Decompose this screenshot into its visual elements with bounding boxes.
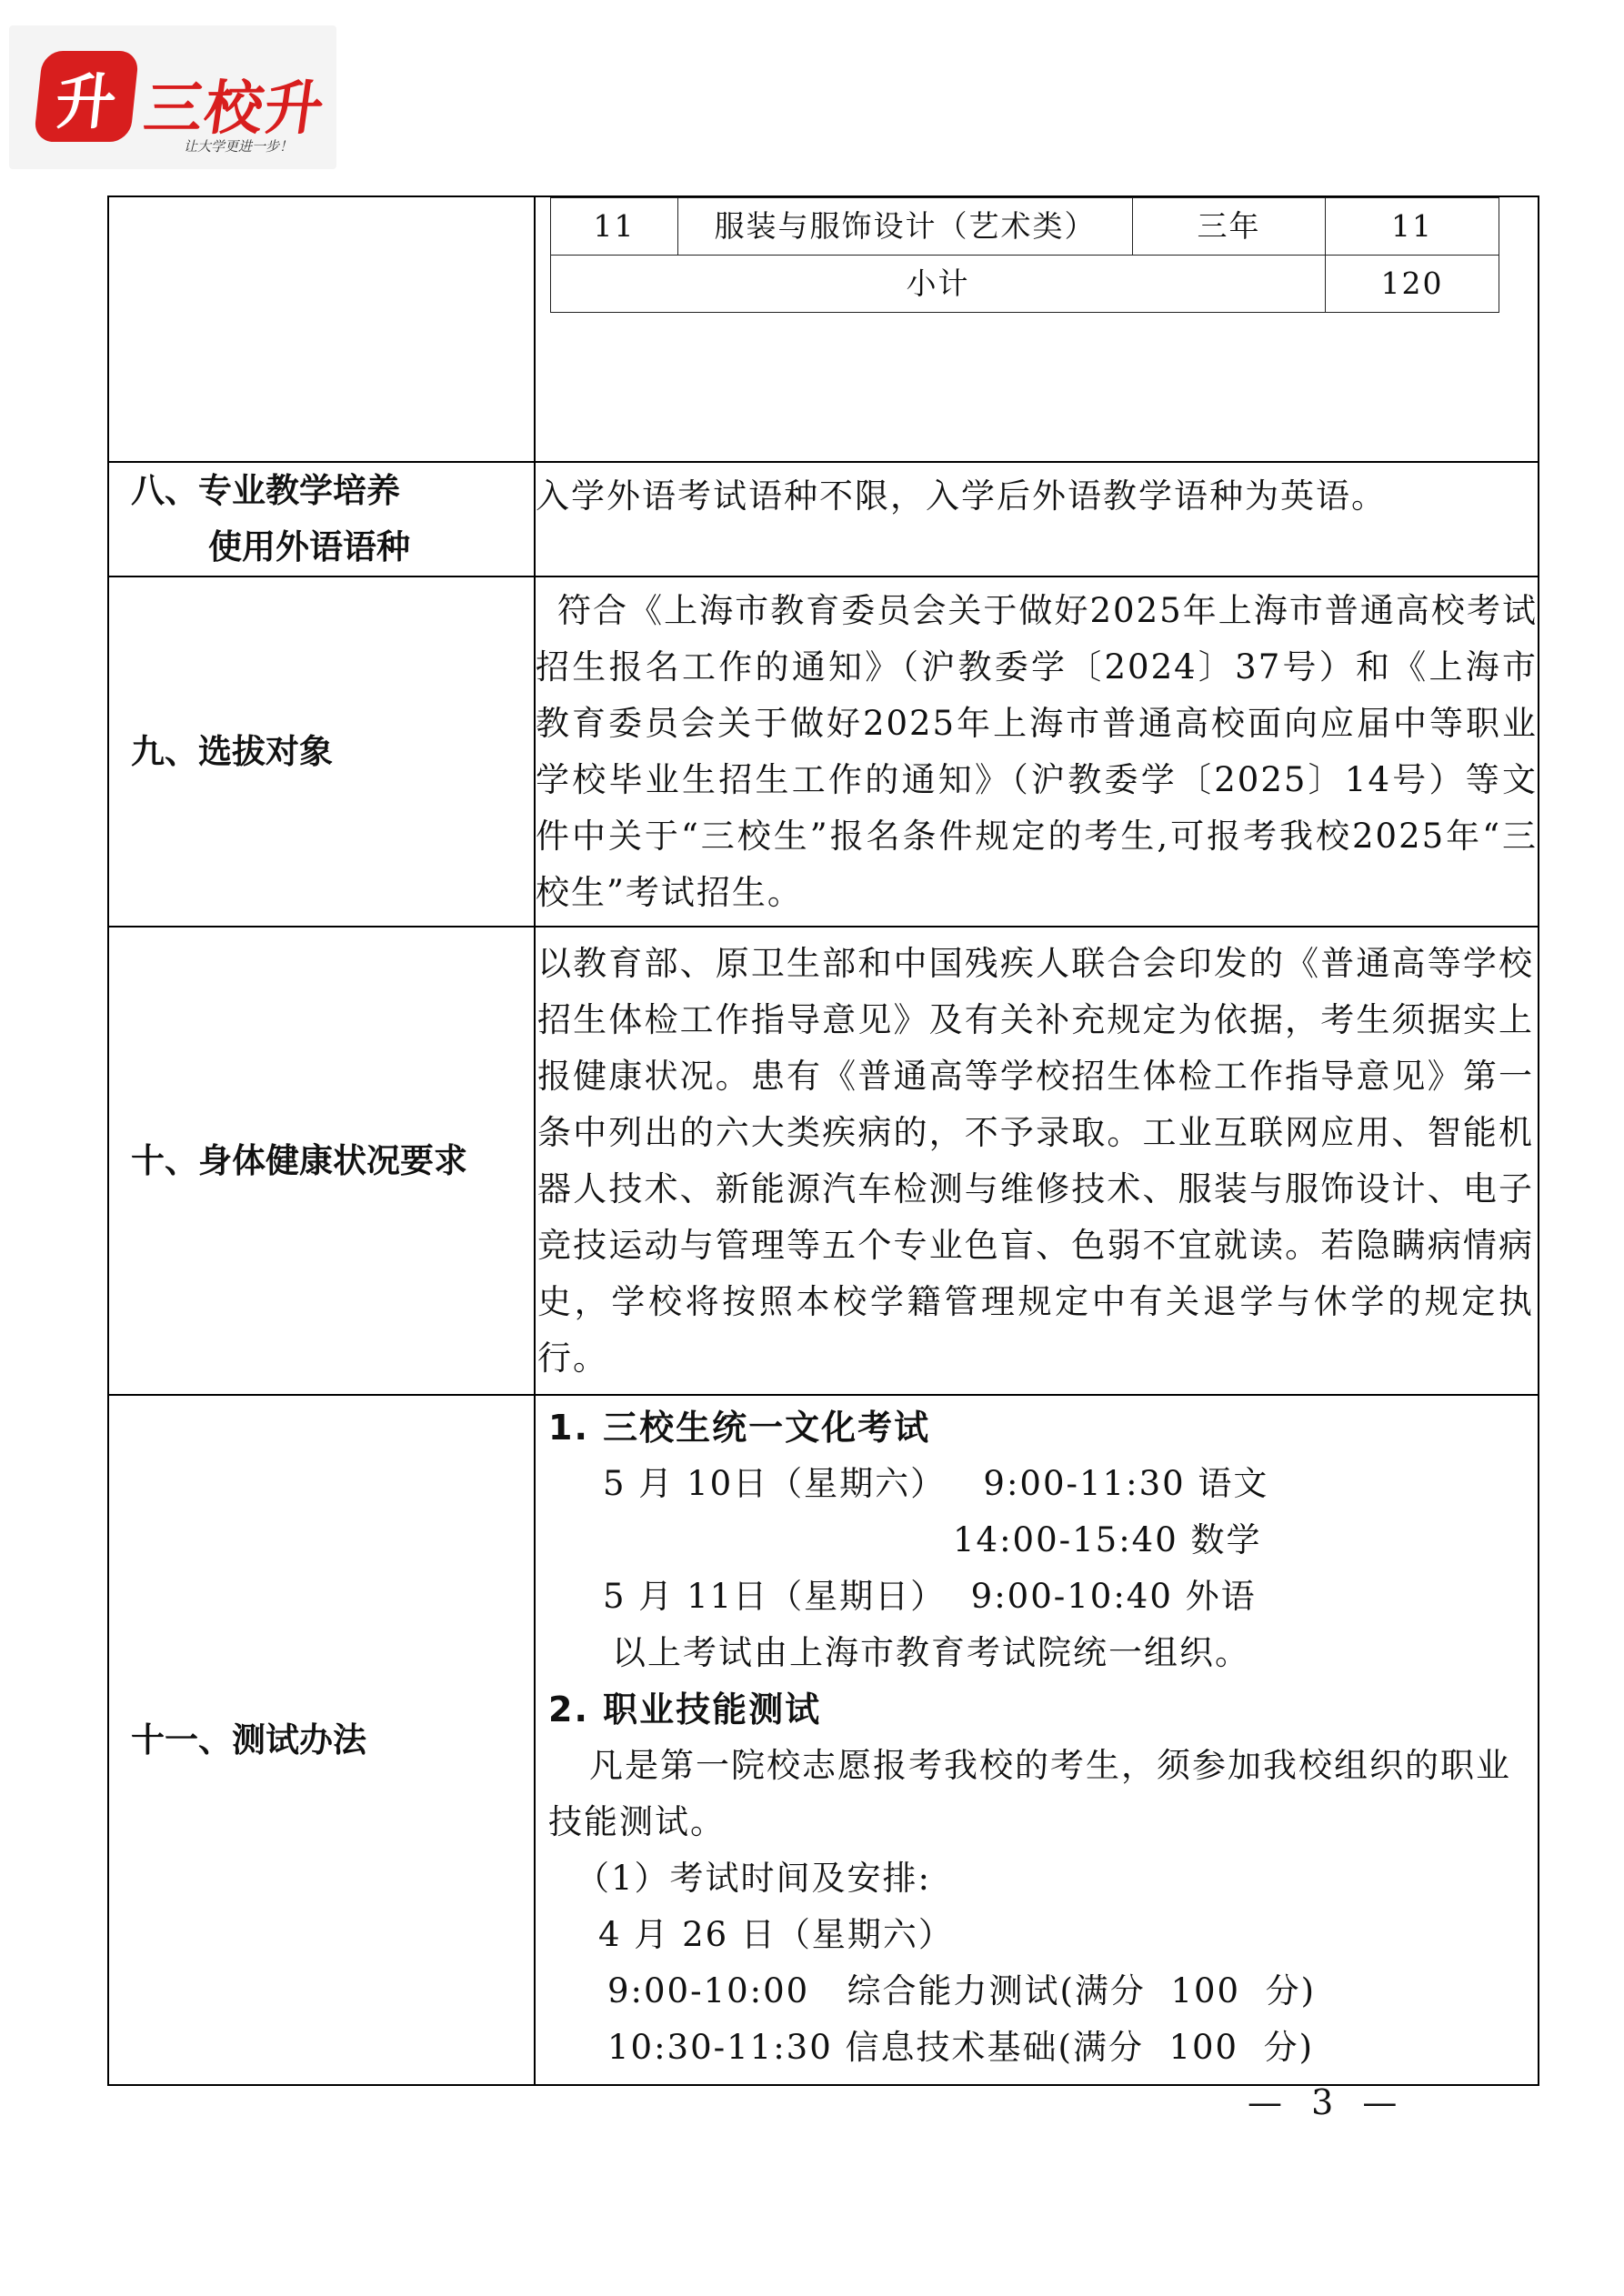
table-row: [108, 462, 1539, 577]
page-number: — 3 —: [1248, 2082, 1407, 2122]
skill-test-slot: 9:00-10:00 综合能力测试(满分 100 分): [607, 1971, 1317, 2010]
major-row: [551, 198, 1499, 256]
culture-exam-heading: 1. 三校生统一文化考试: [548, 1408, 931, 1448]
logo-slogan: 让大学更进一步！: [184, 138, 294, 155]
table-row: [108, 1395, 1539, 2085]
enrollment-info-table: [107, 196, 1539, 2086]
section-ten-content: 以教育部、原卫生部和中国残疾人联合会印发的《普通高等学校招生体检工作指导意见》及有关补充规定为依据，考生须据实上报健康状况。患有《普通高等学校招生体检工作指导意见》第一条中列出的六大类疾病的，不予录取。工业互联网应用、智能机器人技术、新能源汽车检测与维修技术、服装与服饰设计、电子竞技运动与管理等五个专业色盲、色弱不宜就读。若隐瞒病情病史，学校将按照本校学籍管理规定中有关退学与休学的规定执行。: [535, 927, 1539, 1395]
logo: [9, 25, 336, 169]
major-table: [550, 197, 1499, 313]
table-row: [108, 196, 1539, 462]
section-eight-content: 入学外语考试语种不限，入学后外语教学语种为英语。: [535, 462, 1539, 577]
major-no: 11: [551, 198, 678, 256]
section-nine-label: 九、选拔对象: [108, 577, 535, 927]
exam-schedule-line: 5 月 11日（星期日） 9:00-10:40 外语: [603, 1577, 1257, 1616]
subtotal-label: 小计: [551, 256, 1326, 313]
section-eight-label-line2: 使用外语语种: [208, 527, 410, 566]
skill-test-heading: 2. 职业技能测试: [548, 1689, 822, 1730]
major-name: 服装与服饰设计（艺术类）: [678, 198, 1133, 256]
section-nine-content: 符合《上海市教育委员会关于做好2025年上海市普通高校考试招生报名工作的通知》（沪教委学〔2024〕37号）和《上海市教育委员会关于做好2025年上海市普通高校面向应届中等职业学校毕业生招生工作的通知》（沪教委学〔2025〕14号）等文件中关于“三校生”报名条件规定的考生,可报考我校2025年“三校生”考试招生。: [535, 577, 1539, 927]
section-eight-label: [108, 462, 535, 577]
section-eight-label-line1: 八、专业教学培养: [131, 471, 400, 510]
section-ten-label: 十、身体健康状况要求: [108, 927, 535, 1395]
skill-test-item: （1）考试时间及安排:: [576, 1859, 932, 1898]
logo-mark: 升: [34, 51, 140, 142]
exam-organizer-note: 以上考试由上海市教育考试院统一组织。: [612, 1633, 1250, 1672]
major-years: 三年: [1133, 198, 1326, 256]
major-count: 11: [1326, 198, 1499, 256]
table-row: [108, 927, 1539, 1395]
exam-schedule-line: 5 月 10日（星期六） 9:00-11:30 语文: [603, 1464, 1269, 1503]
skill-test-slot: 10:30-11:30 信息技术基础(满分 100 分): [607, 2028, 1315, 2067]
section-eleven-label: 十一、测试办法: [108, 1395, 535, 2085]
exam-schedule-line: 14:00-15:40 数学: [953, 1520, 1262, 1559]
subtotal-row: [551, 256, 1499, 313]
major-list-cell: [535, 196, 1539, 462]
skill-test-paragraph: 凡是第一院校志愿报考我校的考生，须参加我校组织的职业技能测试。: [548, 1746, 1511, 1841]
table-row: [108, 577, 1539, 927]
empty-label-cell: [108, 196, 535, 462]
subtotal-value: 120: [1326, 256, 1499, 313]
skill-test-date: 4 月 26 日（星期六）: [598, 1915, 954, 1954]
section-eleven-content: [535, 1395, 1539, 2085]
logo-name: 三校升: [139, 75, 330, 143]
